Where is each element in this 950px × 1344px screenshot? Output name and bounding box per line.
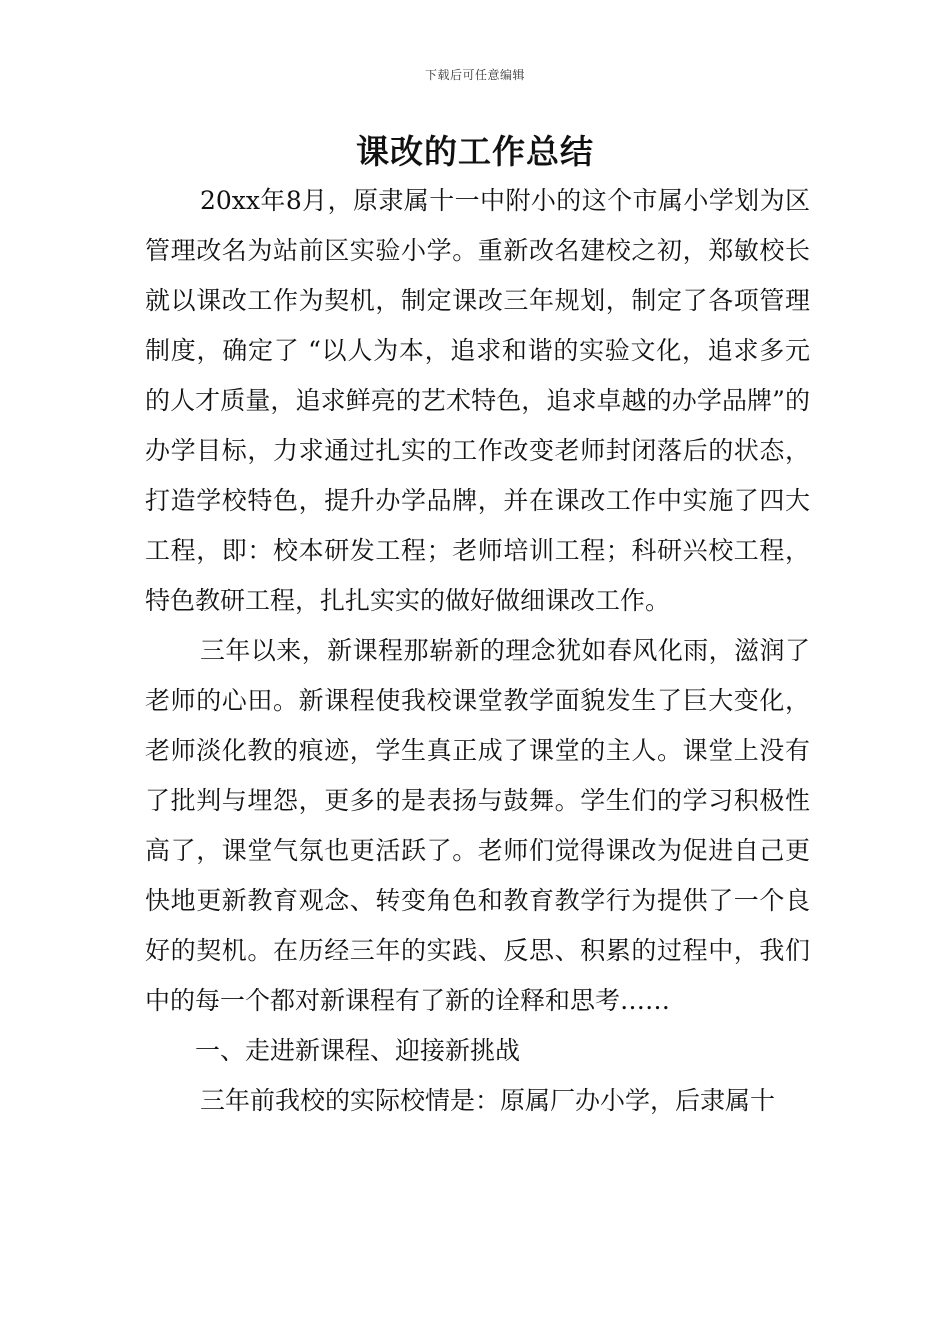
document-title: 课改的工作总结 [356, 132, 594, 171]
header-note: 下载后可任意编辑 [424, 68, 525, 82]
paragraph-2: 三年以来，新课程那崭新的理念犹如春风化雨，滋润了老师的心田。新课程使我校课堂教学面貌发生了巨大变化，老师淡化教的痕迹，学生真正成了课堂的主人。课堂上没有了批判与埋怨，更多的是表扬与鼓舞。学生们的学习积极性高了，课堂气氛也更活跃了。老师们觉得课改为促进自己更快地更新教育观念、转变角色和教育教学行为提供了一个良好的契机。在历经三年的实践、反思、积累的过程中，我们中的每一个都对新课程有了新的诠释和思考…… [145, 636, 810, 1015]
section-heading: 一、走进新课程、迎接新挑战 [195, 1036, 521, 1065]
paragraph-3: 三年前我校的实际校情是：原属厂办小学，后隶属十 [200, 1086, 776, 1115]
paragraph-1: 20xx年8月，原隶属十一中附小的这个市属小学划为区管理改名为站前区实验小学。重新改名建校之初，郑敏校长就以课改工作为契机，制定课改三年规划，制定了各项管理制度，确定了 “以人为本，追求和谐的实验文化，追求多元的人才质量，追求鲜亮的艺术特色，追求卓越的办学品牌”的办学目标，力求通过扎实的工作改变老师封闭落后的状态，打造学校特色，提升办学品牌，并在课改工作中实施了四大工程，即：校本研发工程；老师培训工程；科研兴校工程，特色教研工程，扎扎实实的做好做细课改工作。 [145, 186, 810, 615]
document-body [145, 176, 810, 1126]
